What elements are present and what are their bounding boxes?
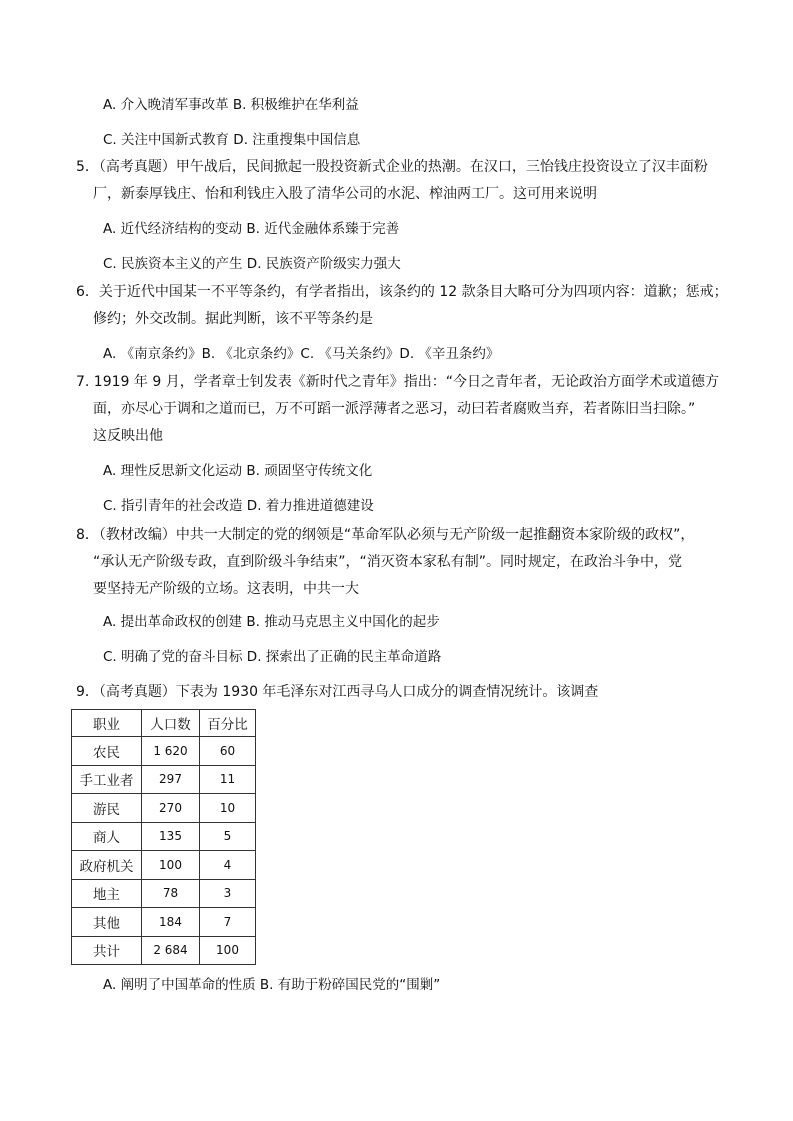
table-row [72, 879, 256, 908]
cell-occupation: 其他 [72, 908, 142, 937]
population-survey-table [71, 709, 256, 965]
header-occupation: 职业 [72, 710, 142, 737]
q8-options-ab: A. 提出革命政权的创建 B. 推动马克思主义中国化的起步 [103, 614, 440, 630]
cell-population: 1 620 [142, 737, 200, 766]
q4-options-cd: C. 关注中国新式教育 D. 注重搜集中国信息 [103, 132, 361, 148]
cell-percentage: 4 [200, 851, 256, 880]
cell-occupation: 手工业者 [72, 765, 142, 794]
table-row [72, 908, 256, 937]
q7-stem-line1: 7. 1919 年 9 月，学者章士钊发表《新时代之青年》指出：“今日之青年者，无论政治方面学术或道德方 [76, 374, 719, 390]
cell-percentage: 11 [200, 765, 256, 794]
cell-occupation: 共计 [72, 936, 142, 965]
table-row [72, 794, 256, 823]
q6-stem-line1: 6．关于近代中国某一不平等条约，有学者指出，该条约的 12 款条目大略可分为四项内容：道歉；惩戒； [76, 284, 728, 300]
cell-population: 184 [142, 908, 200, 937]
cell-occupation: 地主 [72, 879, 142, 908]
q6-stem-line2: 修约；外交改制。据此判断，该不平等条约是 [93, 311, 373, 327]
cell-percentage: 7 [200, 908, 256, 937]
cell-population: 78 [142, 879, 200, 908]
table-header-row [72, 710, 256, 737]
q5-options-cd: C. 民族资本主义的产生 D. 民族资产阶级实力强大 [103, 256, 401, 272]
cell-population: 100 [142, 851, 200, 880]
cell-population: 270 [142, 794, 200, 823]
cell-occupation: 政府机关 [72, 851, 142, 880]
q8-stem-line1: 8．（教材改编）中共一大制定的党的纲领是“革命军队必须与无产阶级一起推翻资本家阶级的政权”， [76, 527, 695, 543]
table-row [72, 822, 256, 851]
cell-percentage: 5 [200, 822, 256, 851]
q7-stem-line3: 这反映出他 [93, 428, 163, 444]
cell-percentage: 10 [200, 794, 256, 823]
q5-options-ab: A. 近代经济结构的变动 B. 近代金融体系臻于完善 [103, 221, 400, 237]
cell-population: 2 684 [142, 936, 200, 965]
q4-options-ab: A. 介入晚清军事改革 B. 积极维护在华利益 [103, 97, 359, 113]
q9-options-ab: A. 阐明了中国革命的性质 B. 有助于粉碎国民党的“围剿” [103, 977, 441, 993]
cell-occupation: 游民 [72, 794, 142, 823]
cell-percentage: 100 [200, 936, 256, 965]
q7-options-cd: C. 指引青年的社会改造 D. 着力推进道德建设 [103, 498, 374, 514]
cell-population: 135 [142, 822, 200, 851]
q7-options-ab: A. 理性反思新文化运动 B. 顽固坚守传统文化 [103, 463, 373, 479]
header-percentage: 百分比 [200, 710, 256, 737]
q8-stem-line2: “承认无产阶级专政，直到阶级斗争结束”，“消灭资本家私有制”。同时规定，在政治斗争中，党 [93, 554, 683, 570]
cell-occupation: 商人 [72, 822, 142, 851]
q6-options: A. 《南京条约》B. 《北京条约》C. 《马关条约》D. 《辛丑条约》 [103, 346, 500, 362]
table-row [72, 765, 256, 794]
table-row [72, 851, 256, 880]
cell-percentage: 3 [200, 879, 256, 908]
header-population: 人口数 [142, 710, 200, 737]
q5-stem-line2: 厂，新泰厚钱庄、怡和利钱庄入股了清华公司的水泥、榨油两工厂。这可用来说明 [93, 186, 597, 202]
q8-stem-line3: 要坚持无产阶级的立场。这表明，中共一大 [93, 581, 359, 597]
q8-options-cd: C. 明确了党的奋斗目标 D. 探索出了正确的民主革命道路 [103, 649, 442, 665]
q5-stem-line1: 5．（高考真题）甲午战后，民间掀起一股投资新式企业的热潮。在汉口，三怡钱庄投资设立了汉丰面粉 [76, 159, 708, 175]
cell-percentage: 60 [200, 737, 256, 766]
q9-stem-line1: 9．（高考真题）下表为 1930 年毛泽东对江西寻乌人口成分的调查情况统计。该调查 [76, 684, 599, 700]
table-total-row [72, 936, 256, 965]
q7-stem-line2: 面，亦尽心于调和之道而已，万不可蹈一派浮薄者之恶习，动曰若者腐败当弃，若者陈旧当扫除。” [93, 401, 696, 417]
cell-population: 297 [142, 765, 200, 794]
cell-occupation: 农民 [72, 737, 142, 766]
table-row [72, 737, 256, 766]
